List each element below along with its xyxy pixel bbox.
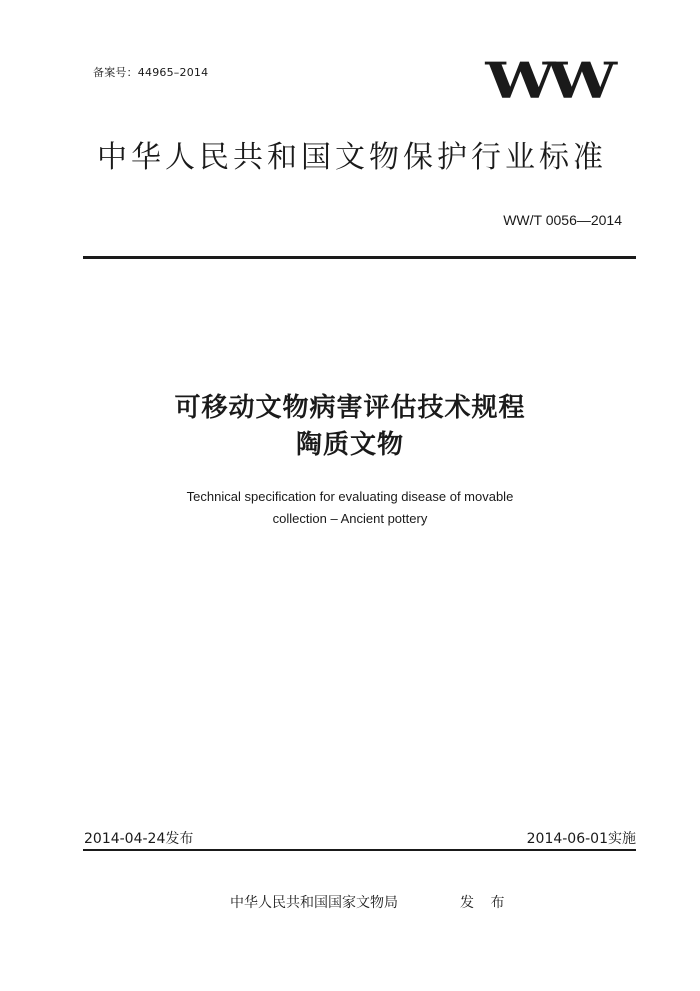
bottom-divider: [83, 849, 636, 851]
org-title: 中华人民共和国文物保护行业标准: [97, 140, 607, 175]
record-number: 备案号：44965–2014: [93, 66, 209, 79]
issue-date: 2014-04-24发布: [84, 831, 194, 847]
document-title-cn: 可移动文物病害评估技术规程: [174, 393, 526, 423]
publish-label: 发 布: [460, 895, 511, 911]
top-divider: [83, 256, 636, 259]
ww-logo: WW: [485, 51, 608, 110]
publisher: 中华人民共和国国家文物局: [230, 895, 398, 911]
document-title-en-line2: collection – Ancient pottery: [272, 511, 428, 526]
standard-number: WW/T 0056—2014: [503, 212, 622, 228]
document-title-en-line1: Technical specification for evaluating disease of movable: [186, 489, 514, 504]
document-subtitle-cn: 陶质文物: [295, 430, 404, 460]
effective-date: 2014-06-01实施: [526, 831, 636, 847]
